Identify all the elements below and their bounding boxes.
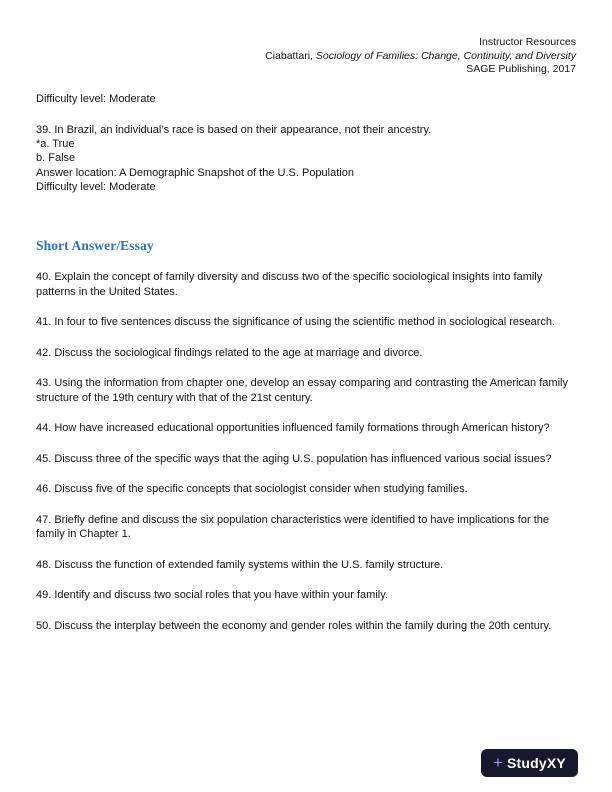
question-39-stem: 39. In Brazil, an individual’s race is based on their appearance, not their ancestry. <box>36 123 432 136</box>
header-author: Ciabattari, <box>265 49 316 62</box>
essay-question-48: 48. Discuss the function of extended family systems within the U.S. family structure. <box>36 558 444 571</box>
question-39-difficulty: Difficulty level: Moderate <box>36 180 156 193</box>
question-39-answer-location: Answer location: A Demographic Snapshot of the U.S. Population <box>36 166 354 179</box>
question-39-option-a: *a. True <box>36 137 75 150</box>
essay-question-42: 42. Discuss the sociological findings related to the age at marriage and divorce. <box>36 346 423 359</box>
essay-question-46: 46. Discuss five of the specific concepts that sociologist consider when studying families. <box>36 483 468 496</box>
plus-icon: + <box>493 752 503 772</box>
essay-question-45: 45. Discuss three of the specific ways that the aging U.S. population has influenced various social issues? <box>36 452 552 465</box>
question-39-option-b: b. False <box>36 152 76 165</box>
section-heading-short-answer-essay: Short Answer/Essay <box>36 238 154 254</box>
brand-name <box>507 755 566 771</box>
difficulty-carryover-line: Difficulty level: Moderate <box>36 92 156 105</box>
brand-name-study: Study <box>506 755 547 771</box>
essay-question-43: 43. Using the information from chapter one, develop an essay comparing and contrasting the American family structure of the 19th century with that of the 21st century. <box>36 377 568 404</box>
question-39-block <box>36 123 576 194</box>
essay-question-40: 40. Explain the concept of family diversity and discuss two of the specific sociological insights into family patterns in the United States. <box>36 271 543 298</box>
essay-question-47: 47. Briefly define and discuss the six population characteristics were identified to have implications for the family in Chapter 1. <box>36 513 549 541</box>
essay-question-50: 50. Discuss the interplay between the economy and gender roles within the family during the 20th century. <box>36 619 552 632</box>
essay-question-41: 41. In four to five sentences discuss the significance of using the scientific method in sociological research. <box>36 316 556 329</box>
brand-name-xy: XY <box>546 755 566 771</box>
header-resource-line: Instructor Resources <box>479 36 576 48</box>
page-header <box>36 36 576 77</box>
studyxy-watermark-badge <box>481 749 578 777</box>
header-book-title: Sociology of Families: Change, Continuity, and Diversity <box>315 49 576 62</box>
essay-question-44: 44. How have increased educational opportunities influenced family formations through American history? <box>36 422 550 435</box>
essay-question-49: 49. Identify and discuss two social roles that you have within your family. <box>36 589 388 602</box>
header-publisher-line: SAGE Publishing, 2017 <box>466 63 576 76</box>
header-citation-line <box>36 50 576 64</box>
